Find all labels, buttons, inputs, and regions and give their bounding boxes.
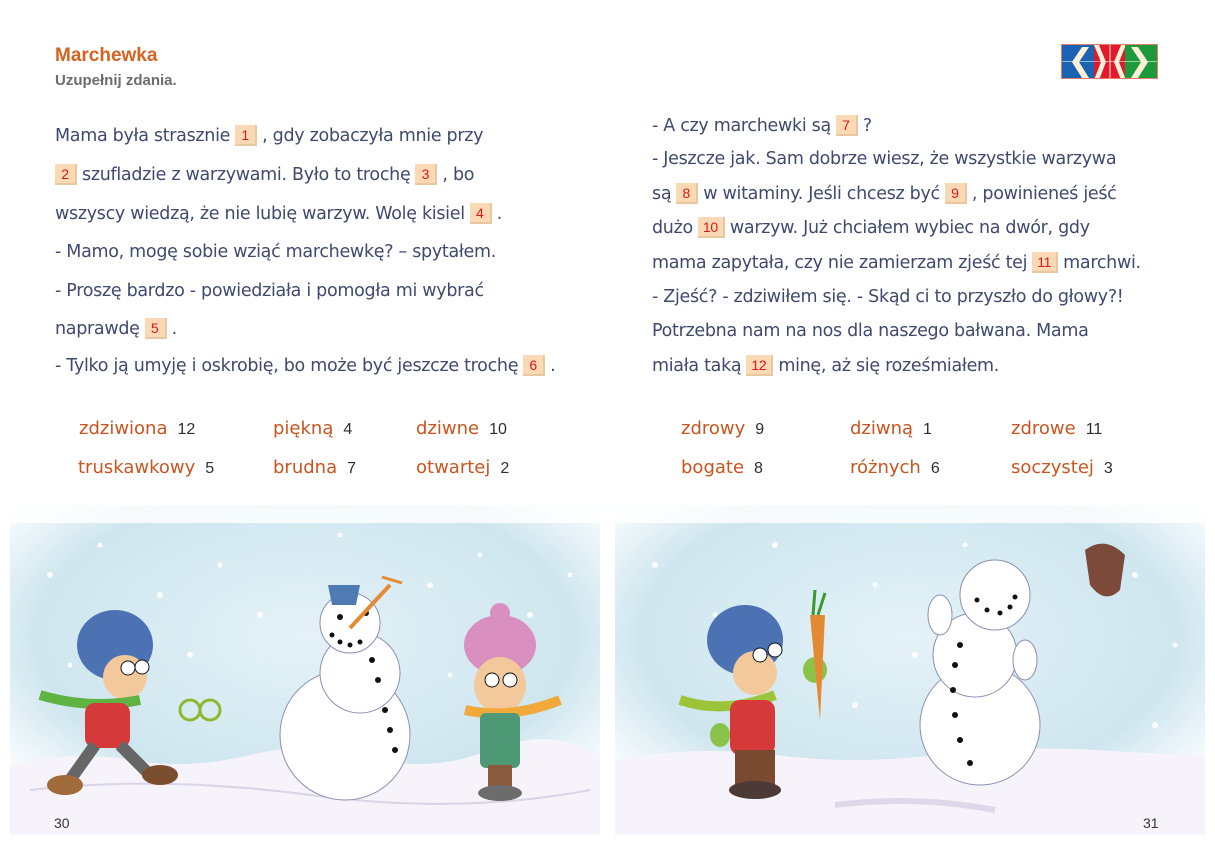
story-line: mama zapytała, czy nie zamierzam zjeść tej 11 marchwi.	[652, 253, 1141, 273]
gap-box[interactable]: 9	[945, 183, 967, 204]
word-option[interactable]: brudna 7	[273, 457, 357, 478]
gap-box[interactable]: 11	[1032, 252, 1058, 273]
left-page	[0, 0, 607, 850]
word-option[interactable]: piękną 4	[273, 418, 353, 439]
illustration-snowman-scene-left	[10, 505, 600, 835]
nav-forward-icon[interactable]	[1125, 45, 1157, 78]
story-line: - A czy marchewki są 7 ?	[652, 116, 872, 136]
word-option[interactable]: różnych 6	[850, 457, 940, 478]
word-option[interactable]: soczystej 3	[1011, 457, 1113, 478]
gap-box[interactable]: 6	[523, 355, 545, 376]
word-option[interactable]: bogate 8	[681, 457, 763, 478]
gap-box[interactable]: 7	[836, 115, 858, 136]
story-line: - Jeszcze jak. Sam dobrze wiesz, że wszystkie warzywa	[652, 149, 1117, 169]
gap-box[interactable]: 12	[746, 355, 773, 376]
story-line: naprawdę 5 .	[55, 319, 177, 339]
word-option[interactable]: dziwną 1	[850, 418, 932, 439]
page-number: 30	[54, 815, 70, 831]
story-line: - Mamo, mogę sobie wziąć marchewkę? – spytałem.	[55, 242, 497, 262]
word-option[interactable]: otwartej 2	[416, 457, 510, 478]
gap-box[interactable]: 5	[145, 318, 167, 339]
snow-scene-illustration	[10, 505, 600, 835]
instruction-subtitle: Uzupełnij zdania.	[55, 72, 177, 89]
gap-box[interactable]: 2	[55, 164, 77, 185]
nav-home-icon[interactable]	[1094, 45, 1126, 78]
snow-scene-illustration	[615, 505, 1205, 835]
story-line: 2 szufladzie z warzywami. Było to trochę 3 , bo	[50, 163, 474, 187]
story-line: miała taką 12 minę, aż się roześmiałem.	[652, 356, 1000, 376]
gap-box[interactable]: 4	[470, 203, 492, 224]
right-page	[607, 0, 1215, 850]
page-number: 31	[1143, 815, 1159, 831]
story-line: - Proszę bardzo - powiedziała i pomogła mi wybrać	[55, 281, 484, 301]
word-option[interactable]: dziwne 10	[416, 418, 507, 439]
story-line: Potrzebna nam na nos dla naszego bałwana. Mama	[652, 321, 1089, 341]
word-option[interactable]: zdziwiona 12	[79, 418, 196, 439]
gap-box[interactable]: 1	[235, 125, 257, 146]
gap-box[interactable]: 3	[415, 164, 437, 185]
word-option[interactable]: zdrowy 9	[681, 418, 765, 439]
word-option[interactable]: zdrowe 11	[1011, 418, 1103, 439]
nav-arrows-logo-icon[interactable]	[1061, 44, 1158, 79]
nav-back-icon[interactable]	[1062, 45, 1094, 78]
page-title: Marchewka	[55, 45, 158, 66]
word-option[interactable]: truskawkowy 5	[78, 457, 215, 478]
story-line: Mama była strasznie 1 , gdy zobaczyła mnie przy	[55, 126, 484, 146]
story-line: dużo 10 warzyw. Już chciałem wybiec na dwór, gdy	[652, 218, 1090, 238]
illustration-snowman-scene-right	[615, 505, 1205, 835]
gap-box[interactable]: 10	[698, 217, 725, 238]
story-line: są 8 w witaminy. Jeśli chcesz być 9 , powinieneś jeść	[652, 184, 1117, 204]
story-line: - Zjeść? - zdziwiłem się. - Skąd ci to przyszło do głowy?!	[652, 287, 1124, 307]
story-line: - Tylko ją umyję i oskrobię, bo może być jeszcze trochę 6 .	[55, 356, 556, 376]
story-line: wszyscy wiedzą, że nie lubię warzyw. Wolę kisiel 4 .	[55, 204, 503, 224]
gap-box[interactable]: 8	[676, 183, 698, 204]
